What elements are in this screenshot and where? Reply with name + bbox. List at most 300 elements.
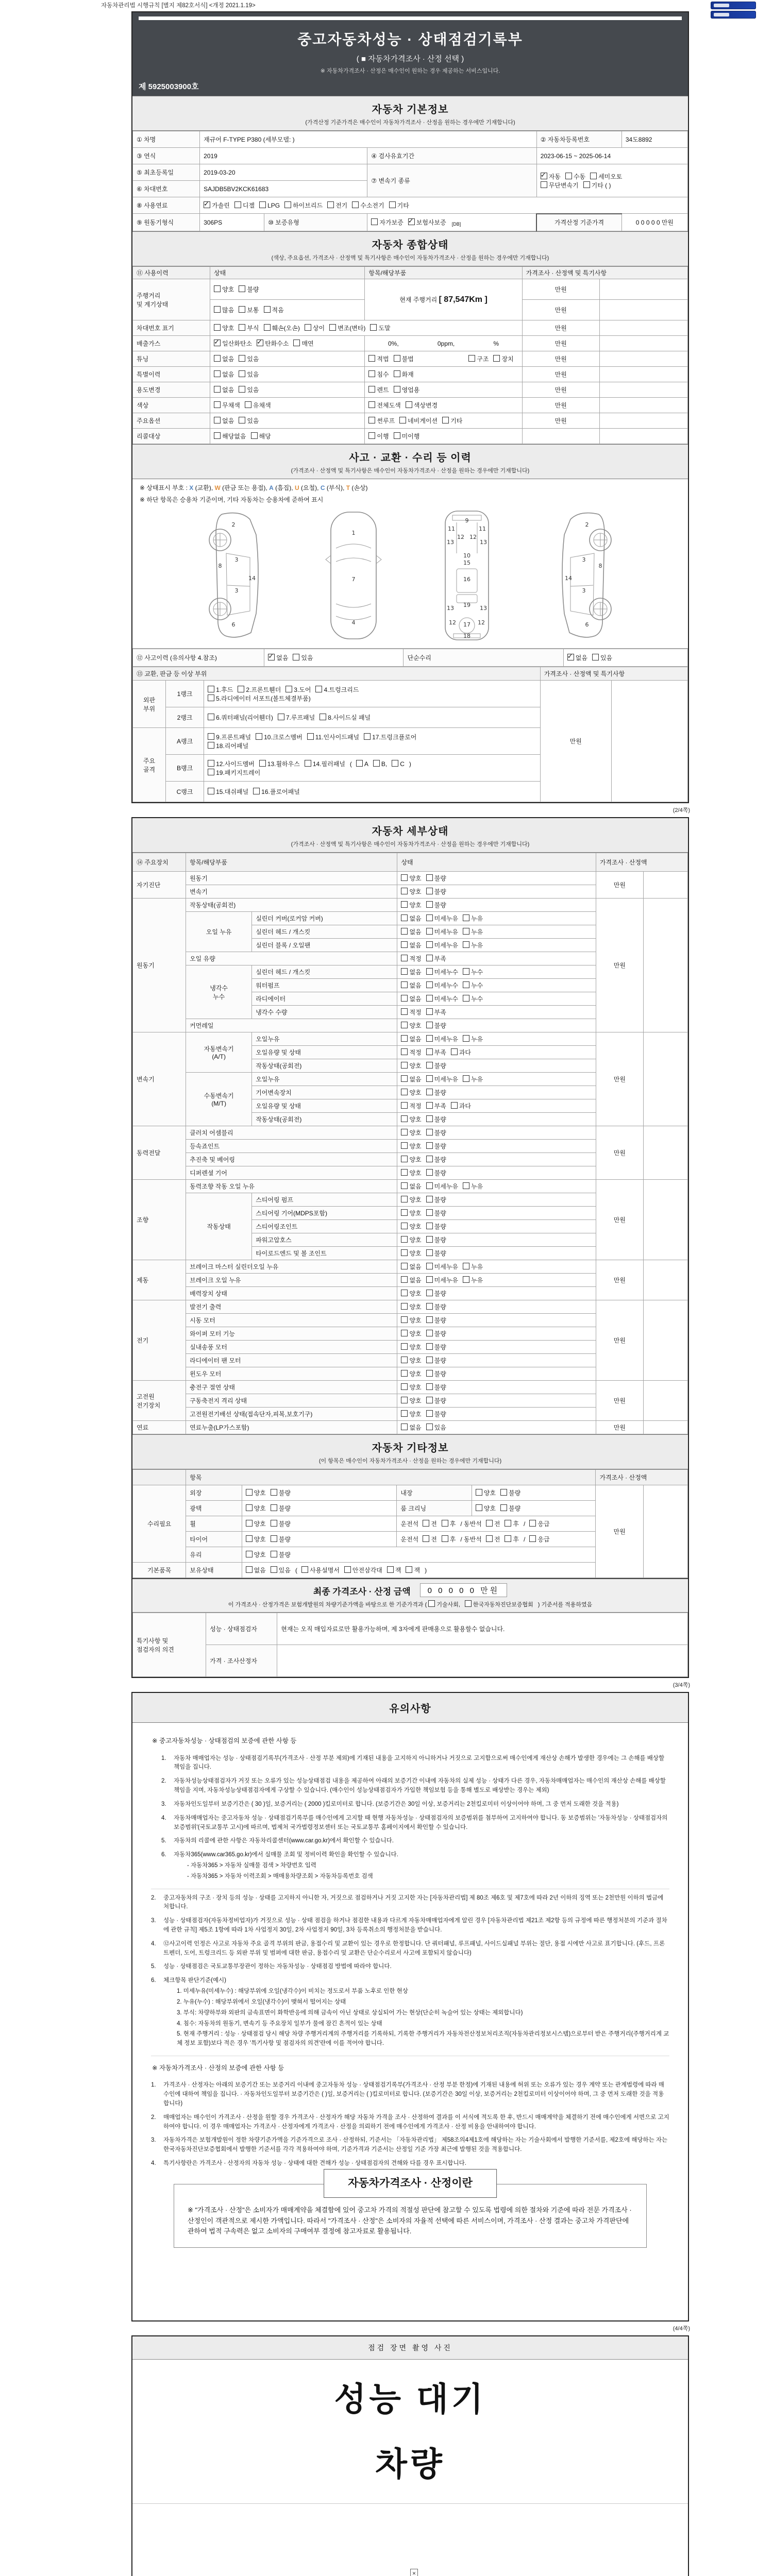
checkbox-icon[interactable] bbox=[293, 340, 300, 346]
checkbox-icon[interactable] bbox=[451, 1048, 458, 1055]
checkbox-icon[interactable] bbox=[246, 1566, 253, 1573]
checkbox-icon[interactable] bbox=[592, 654, 599, 660]
checkbox-icon[interactable] bbox=[486, 1535, 493, 1542]
checkbox-option[interactable]: 기타 bbox=[389, 201, 409, 210]
checkbox-icon[interactable] bbox=[476, 1489, 482, 1496]
checkbox-option[interactable]: 불량 bbox=[426, 1302, 446, 1311]
checkbox-icon[interactable] bbox=[214, 417, 221, 423]
checkbox-icon[interactable] bbox=[426, 955, 433, 961]
checkbox-icon[interactable] bbox=[246, 1535, 253, 1542]
checkbox-option[interactable]: 매연 bbox=[293, 339, 313, 348]
checkbox-option[interactable]: 양호 bbox=[401, 1209, 421, 1217]
checkbox-option[interactable]: 양호 bbox=[401, 1128, 421, 1137]
checkbox-icon[interactable] bbox=[406, 401, 412, 408]
checkbox-icon[interactable] bbox=[401, 1196, 408, 1202]
checkbox-option[interactable]: 전 bbox=[486, 1535, 500, 1544]
checkbox-icon[interactable] bbox=[401, 1410, 408, 1417]
checkbox-option[interactable]: 양호 bbox=[246, 1535, 266, 1544]
checkbox-option[interactable]: 사용설명서 bbox=[301, 1566, 340, 1574]
checkbox-option[interactable]: 잭 bbox=[406, 1566, 420, 1574]
checkbox-option[interactable]: 영업용 bbox=[394, 385, 420, 394]
checkbox-option[interactable]: 7.루프패널 bbox=[278, 713, 315, 722]
checkbox-icon[interactable] bbox=[214, 432, 221, 439]
checkbox-option[interactable]: 누수 bbox=[463, 968, 483, 976]
checkbox-option[interactable]: 후 bbox=[505, 1535, 519, 1544]
checkbox-option[interactable]: 하이브리드 bbox=[284, 201, 323, 210]
checkbox-icon[interactable] bbox=[271, 1520, 277, 1527]
checkbox-icon[interactable] bbox=[214, 324, 221, 331]
checkbox-option[interactable]: B, bbox=[373, 760, 387, 768]
checkbox-icon[interactable] bbox=[239, 355, 245, 362]
checkbox-icon[interactable] bbox=[246, 1489, 253, 1496]
checkbox-icon[interactable] bbox=[271, 1535, 277, 1542]
checkbox-icon[interactable] bbox=[442, 1535, 448, 1542]
checkbox-icon[interactable] bbox=[284, 201, 291, 208]
checked-checkbox-icon[interactable] bbox=[541, 173, 547, 179]
checked-checkbox-icon[interactable] bbox=[204, 201, 210, 208]
checkbox-option[interactable]: 불량 bbox=[426, 1343, 446, 1351]
checkbox-option[interactable]: 18.리어패널 bbox=[208, 741, 248, 750]
checkbox-option[interactable]: 누유 bbox=[463, 1262, 483, 1271]
checkbox-option[interactable]: LPG bbox=[259, 201, 280, 209]
checkbox-option[interactable]: 없음 bbox=[401, 1075, 421, 1083]
checkbox-option[interactable]: 디젤 bbox=[234, 201, 255, 210]
checkbox-option[interactable]: 불량 bbox=[426, 1249, 446, 1258]
checkbox-option[interactable]: 침수 bbox=[368, 370, 389, 379]
checkbox-icon[interactable] bbox=[344, 1566, 351, 1573]
checkbox-icon[interactable] bbox=[401, 1075, 408, 1082]
checkbox-option[interactable]: 세미오토 bbox=[590, 172, 622, 181]
checkbox-option[interactable]: 양호 bbox=[401, 1356, 421, 1365]
checkbox-option[interactable]: 적정 bbox=[401, 1008, 421, 1016]
checkbox-option[interactable]: 불량 bbox=[426, 1021, 446, 1030]
checkbox-option[interactable]: 불량 bbox=[239, 285, 259, 294]
checkbox-option[interactable]: 응급 bbox=[529, 1519, 549, 1528]
checkbox-option[interactable]: 6.쿼터패널(리어휀더) bbox=[208, 713, 273, 722]
checkbox-option[interactable]: 11.인사이드패널 bbox=[307, 733, 359, 741]
checkbox-icon[interactable] bbox=[463, 968, 469, 975]
checkbox-icon[interactable] bbox=[463, 995, 469, 1002]
checkbox-icon[interactable] bbox=[401, 1330, 408, 1336]
checkbox-icon[interactable] bbox=[401, 1182, 408, 1189]
checkbox-option[interactable]: 불량 bbox=[426, 901, 446, 909]
checkbox-icon[interactable] bbox=[426, 1316, 433, 1323]
checkbox-option[interactable]: 불량 bbox=[500, 1488, 520, 1497]
checkbox-option[interactable]: 미세누수 bbox=[426, 981, 458, 990]
checkbox-icon[interactable] bbox=[442, 417, 449, 423]
checkbox-icon[interactable] bbox=[264, 324, 271, 331]
checkbox-icon[interactable] bbox=[394, 386, 400, 393]
checkbox-icon[interactable] bbox=[208, 769, 214, 775]
checkbox-icon[interactable] bbox=[307, 733, 314, 740]
checkbox-icon[interactable] bbox=[493, 355, 500, 362]
checkbox-option[interactable]: 3.도어 bbox=[285, 685, 311, 694]
checkbox-option[interactable]: 적법 bbox=[368, 354, 389, 363]
checkbox-option[interactable]: ✓ 탄화수소 bbox=[257, 339, 289, 348]
checkbox-icon[interactable] bbox=[426, 968, 433, 975]
checkbox-option[interactable]: 불량 bbox=[426, 1142, 446, 1150]
checkbox-option[interactable]: 19.패키지트레이 bbox=[208, 768, 260, 777]
checkbox-option[interactable]: 구조 bbox=[468, 354, 489, 363]
checkbox-option[interactable]: 미세누유 bbox=[426, 1182, 458, 1191]
checkbox-icon[interactable] bbox=[476, 1504, 482, 1511]
checkbox-icon[interactable] bbox=[401, 874, 408, 881]
checkbox-option[interactable]: 불량 bbox=[271, 1550, 291, 1559]
checkbox-icon[interactable] bbox=[329, 324, 336, 331]
checkbox-option[interactable]: 없음 bbox=[401, 914, 421, 923]
checkbox-icon[interactable] bbox=[401, 1397, 408, 1403]
checkbox-icon[interactable] bbox=[401, 1276, 408, 1283]
checked-checkbox-icon[interactable] bbox=[214, 340, 221, 346]
checked-checkbox-icon[interactable] bbox=[257, 340, 263, 346]
checkbox-option[interactable]: 1.후드 bbox=[208, 685, 233, 694]
checkbox-option[interactable]: 보통 bbox=[239, 306, 259, 314]
checkbox-icon[interactable] bbox=[426, 1156, 433, 1162]
checkbox-option[interactable]: 양호 bbox=[401, 1302, 421, 1311]
checkbox-option[interactable]: 누수 bbox=[463, 994, 483, 1003]
checkbox-option[interactable]: 8.사이드실 패널 bbox=[320, 713, 371, 722]
checkbox-option[interactable]: 이행 bbox=[368, 432, 389, 440]
checkbox-icon[interactable] bbox=[208, 694, 214, 701]
checkbox-option[interactable]: 양호 bbox=[401, 1316, 421, 1325]
checkbox-option[interactable]: 양호 bbox=[476, 1488, 496, 1497]
checkbox-option[interactable]: 후 bbox=[442, 1519, 456, 1528]
checkbox-option[interactable]: 불량 bbox=[426, 1316, 446, 1325]
checkbox-icon[interactable] bbox=[426, 1182, 433, 1189]
checkbox-option[interactable]: 불량 bbox=[426, 1410, 446, 1418]
checkbox-option[interactable]: 15.대쉬패널 bbox=[208, 787, 248, 796]
checkbox-icon[interactable] bbox=[259, 201, 266, 208]
checkbox-icon[interactable] bbox=[463, 1276, 469, 1283]
checkbox-option[interactable]: 양호 bbox=[401, 1410, 421, 1418]
checkbox-option[interactable]: 렌트 bbox=[368, 385, 389, 394]
checkbox-icon[interactable] bbox=[401, 1249, 408, 1256]
checkbox-icon[interactable] bbox=[426, 995, 433, 1002]
checkbox-icon[interactable] bbox=[251, 432, 258, 439]
checkbox-icon[interactable] bbox=[401, 914, 408, 921]
checkbox-icon[interactable] bbox=[245, 401, 251, 408]
checkbox-option[interactable]: 적정 bbox=[401, 954, 421, 963]
checkbox-icon[interactable] bbox=[426, 1397, 433, 1403]
checkbox-icon[interactable] bbox=[293, 654, 299, 660]
checkbox-option[interactable]: 양호 bbox=[401, 1396, 421, 1405]
checkbox-icon[interactable] bbox=[214, 386, 221, 393]
checkbox-option[interactable]: 적정 bbox=[401, 1048, 421, 1057]
checkbox-icon[interactable] bbox=[401, 1316, 408, 1323]
checkbox-option[interactable]: 색상변경 bbox=[406, 401, 438, 410]
checkbox-option[interactable]: 불량 bbox=[426, 1128, 446, 1137]
checkbox-option[interactable]: 부족 bbox=[426, 1101, 446, 1110]
checkbox-icon[interactable] bbox=[264, 306, 271, 313]
checkbox-icon[interactable] bbox=[401, 1008, 408, 1015]
checkbox-option[interactable]: 잭 bbox=[387, 1566, 401, 1574]
checkbox-option[interactable]: 양호 bbox=[401, 1088, 421, 1097]
checkbox-option[interactable]: 미세누유 bbox=[426, 941, 458, 950]
checkbox-option[interactable]: 양호 bbox=[401, 1329, 421, 1338]
checkbox-icon[interactable] bbox=[423, 1520, 429, 1527]
checkbox-option[interactable]: 전기 bbox=[327, 201, 347, 210]
checkbox-option[interactable]: 기타 ( ) bbox=[583, 181, 611, 190]
checkbox-icon[interactable] bbox=[426, 1290, 433, 1296]
checkbox-option[interactable]: 무단변속기 bbox=[541, 181, 579, 190]
checkbox-icon[interactable] bbox=[426, 1008, 433, 1015]
checkbox-icon[interactable] bbox=[401, 1102, 408, 1109]
checkbox-option[interactable]: 많음 bbox=[214, 306, 234, 314]
checkbox-option[interactable]: 10.크로스멤버 bbox=[256, 733, 303, 741]
checkbox-icon[interactable] bbox=[428, 1600, 435, 1607]
checkbox-icon[interactable] bbox=[214, 370, 221, 377]
checkbox-icon[interactable] bbox=[401, 1022, 408, 1028]
checkbox-option[interactable]: 없음 bbox=[401, 1035, 421, 1043]
checkbox-option[interactable]: 12.사이드멤버 bbox=[208, 759, 255, 768]
checkbox-option[interactable]: 미이행 bbox=[394, 432, 420, 440]
checkbox-icon[interactable] bbox=[401, 1357, 408, 1363]
checkbox-option[interactable]: 없음 bbox=[401, 1423, 421, 1432]
checkbox-icon[interactable] bbox=[271, 1566, 277, 1573]
checkbox-option[interactable]: 후 bbox=[505, 1519, 519, 1528]
checkbox-icon[interactable] bbox=[253, 788, 260, 794]
checkbox-icon[interactable] bbox=[401, 1129, 408, 1136]
checkbox-option[interactable]: 불량 bbox=[271, 1535, 291, 1544]
checkbox-icon[interactable] bbox=[401, 1062, 408, 1069]
checkbox-option[interactable]: 불량 bbox=[426, 1383, 446, 1392]
checkbox-option[interactable]: 불량 bbox=[426, 874, 446, 883]
checkbox-option[interactable]: 5.라디에이터 서포트(볼트체결부품) bbox=[208, 694, 311, 703]
checkbox-icon[interactable] bbox=[278, 714, 284, 720]
checkbox-option[interactable]: 없음 bbox=[401, 927, 421, 936]
checkbox-icon[interactable] bbox=[364, 733, 371, 740]
checkbox-option[interactable]: 양호 bbox=[246, 1519, 266, 1528]
checkbox-icon[interactable] bbox=[368, 370, 375, 377]
checkbox-icon[interactable] bbox=[271, 1489, 277, 1496]
checkbox-option[interactable]: 양호 bbox=[401, 1249, 421, 1258]
checkbox-icon[interactable] bbox=[541, 181, 547, 188]
checkbox-option[interactable]: 불량 bbox=[426, 1168, 446, 1177]
checkbox-option[interactable]: 불량 bbox=[426, 1235, 446, 1244]
checkbox-icon[interactable] bbox=[583, 181, 590, 188]
checkbox-option[interactable]: 누유 bbox=[463, 914, 483, 923]
checkbox-icon[interactable] bbox=[426, 981, 433, 988]
checkbox-icon[interactable] bbox=[426, 1410, 433, 1417]
checkbox-icon[interactable] bbox=[246, 1551, 253, 1557]
checkbox-option[interactable]: 화재 bbox=[394, 370, 414, 379]
checkbox-icon[interactable] bbox=[401, 928, 408, 935]
checkbox-option[interactable]: 불량 bbox=[426, 1369, 446, 1378]
checkbox-option[interactable]: 불량 bbox=[426, 1061, 446, 1070]
checkbox-icon[interactable] bbox=[463, 981, 469, 988]
checkbox-icon[interactable] bbox=[426, 914, 433, 921]
checkbox-icon[interactable] bbox=[368, 401, 375, 408]
checkbox-icon[interactable] bbox=[401, 1089, 408, 1095]
checkbox-icon[interactable] bbox=[208, 788, 214, 794]
checkbox-option[interactable]: 없음 bbox=[214, 354, 234, 363]
checkbox-icon[interactable] bbox=[468, 355, 475, 362]
checkbox-icon[interactable] bbox=[426, 1383, 433, 1390]
checkbox-option[interactable]: 4.트렁크리드 bbox=[315, 685, 359, 694]
checkbox-option[interactable]: 양호 bbox=[401, 1021, 421, 1030]
checkbox-option[interactable]: 양호 bbox=[401, 1369, 421, 1378]
checkbox-option[interactable]: 전 bbox=[423, 1519, 437, 1528]
checkbox-icon[interactable] bbox=[463, 928, 469, 935]
checkbox-option[interactable]: 누수 bbox=[463, 981, 483, 990]
checkbox-icon[interactable] bbox=[356, 760, 363, 767]
checkbox-icon[interactable] bbox=[371, 218, 378, 225]
checkbox-option[interactable]: 적음 bbox=[264, 306, 284, 314]
checkbox-icon[interactable] bbox=[463, 914, 469, 921]
checkbox-option[interactable]: 무채색 bbox=[214, 401, 240, 410]
checkbox-icon[interactable] bbox=[426, 888, 433, 894]
checkbox-icon[interactable] bbox=[426, 1196, 433, 1202]
checkbox-icon[interactable] bbox=[401, 1290, 408, 1296]
checkbox-option[interactable]: C bbox=[392, 760, 405, 768]
checkbox-icon[interactable] bbox=[500, 1504, 507, 1511]
checkbox-option[interactable]: 양호 bbox=[401, 1115, 421, 1124]
checkbox-icon[interactable] bbox=[208, 686, 214, 692]
checkbox-option[interactable]: 양호 bbox=[401, 1142, 421, 1150]
checkbox-option[interactable]: 불량 bbox=[271, 1488, 291, 1497]
checkbox-option[interactable]: 미세누유 bbox=[426, 1262, 458, 1271]
checkbox-icon[interactable] bbox=[368, 417, 375, 423]
checkbox-icon[interactable] bbox=[426, 1062, 433, 1069]
checkbox-option[interactable]: 누유 bbox=[463, 941, 483, 950]
checkbox-option[interactable]: 누유 bbox=[463, 1182, 483, 1191]
checkbox-icon[interactable] bbox=[401, 1423, 408, 1430]
checkbox-icon[interactable] bbox=[463, 941, 469, 948]
checkbox-option[interactable]: 양호 bbox=[401, 887, 421, 896]
checkbox-option[interactable]: 없음 bbox=[401, 1262, 421, 1271]
checkbox-option[interactable]: 없음 bbox=[214, 385, 234, 394]
checkbox-icon[interactable] bbox=[401, 1048, 408, 1055]
checkbox-option[interactable]: 불법 bbox=[394, 354, 414, 363]
checkbox-option[interactable]: 있음 bbox=[293, 653, 313, 662]
checkbox-icon[interactable] bbox=[394, 355, 400, 362]
checkbox-icon[interactable] bbox=[406, 1566, 412, 1573]
checkbox-icon[interactable] bbox=[239, 285, 245, 292]
checkbox-icon[interactable] bbox=[505, 1535, 511, 1542]
checkbox-icon[interactable] bbox=[394, 370, 400, 377]
checkbox-option[interactable]: 과다 bbox=[451, 1101, 471, 1110]
checkbox-icon[interactable] bbox=[401, 1169, 408, 1176]
checkbox-option[interactable]: 양호 bbox=[401, 901, 421, 909]
checkbox-icon[interactable] bbox=[305, 324, 311, 331]
checkbox-icon[interactable] bbox=[426, 1142, 433, 1149]
checkbox-icon[interactable] bbox=[401, 1035, 408, 1042]
checkbox-option[interactable]: 장치 bbox=[493, 354, 513, 363]
checkbox-icon[interactable] bbox=[246, 1504, 253, 1511]
checkbox-option[interactable]: 없음 bbox=[401, 968, 421, 976]
checkbox-option[interactable]: ✓ 가솔린 bbox=[204, 201, 230, 210]
checkbox-icon[interactable] bbox=[239, 306, 245, 313]
checkbox-option[interactable]: 있음 bbox=[239, 416, 259, 425]
checkbox-icon[interactable] bbox=[208, 733, 214, 740]
checkbox-icon[interactable] bbox=[426, 1035, 433, 1042]
checkbox-icon[interactable] bbox=[401, 1263, 408, 1269]
checkbox-icon[interactable] bbox=[401, 941, 408, 948]
checkbox-icon[interactable] bbox=[426, 1249, 433, 1256]
checkbox-option[interactable]: ✓자동 bbox=[541, 172, 561, 181]
checkbox-icon[interactable] bbox=[401, 1343, 408, 1350]
checkbox-icon[interactable] bbox=[565, 173, 572, 179]
checkbox-option[interactable]: 불량 bbox=[500, 1504, 520, 1513]
checkbox-option[interactable]: A bbox=[356, 760, 368, 768]
checkbox-option[interactable]: 후 bbox=[442, 1535, 456, 1544]
checkbox-icon[interactable] bbox=[486, 1520, 493, 1527]
checkbox-option[interactable]: 양호 bbox=[246, 1504, 266, 1513]
checkbox-option[interactable]: 누유 bbox=[463, 1276, 483, 1284]
checkbox-icon[interactable] bbox=[465, 1600, 472, 1607]
checkbox-icon[interactable] bbox=[301, 1566, 308, 1573]
checkbox-icon[interactable] bbox=[256, 733, 262, 740]
checkbox-option[interactable]: 자가보증 bbox=[371, 218, 403, 227]
checkbox-option[interactable]: 없음 bbox=[214, 370, 234, 379]
checkbox-icon[interactable] bbox=[368, 432, 375, 439]
checkbox-icon[interactable] bbox=[401, 1236, 408, 1243]
checkbox-option[interactable]: 미세누유 bbox=[426, 1276, 458, 1284]
checkbox-option[interactable]: 양호 bbox=[401, 1343, 421, 1351]
checkbox-option[interactable]: 부족 bbox=[426, 1048, 446, 1057]
checkbox-icon[interactable] bbox=[451, 1102, 458, 1109]
checkbox-option[interactable]: ✓ 없음 bbox=[268, 653, 288, 662]
checkbox-option[interactable]: 해당없음 bbox=[214, 432, 246, 440]
checkbox-option[interactable]: 썬루프 bbox=[368, 416, 395, 425]
checkbox-option[interactable]: 네비게이션 bbox=[399, 416, 438, 425]
checkbox-option[interactable]: 부족 bbox=[426, 954, 446, 963]
checkbox-icon[interactable] bbox=[401, 1383, 408, 1390]
checkbox-option[interactable]: 해당 bbox=[251, 432, 271, 440]
checkbox-icon[interactable] bbox=[394, 432, 400, 439]
checkbox-icon[interactable] bbox=[590, 173, 597, 179]
checkbox-icon[interactable] bbox=[315, 686, 322, 692]
checkbox-icon[interactable] bbox=[426, 928, 433, 935]
checkbox-option[interactable]: 수동 bbox=[565, 172, 585, 181]
checkbox-icon[interactable] bbox=[368, 386, 375, 393]
checkbox-option[interactable]: 불량 bbox=[426, 1209, 446, 1217]
checkbox-option[interactable]: 양호 bbox=[214, 285, 234, 294]
checkbox-icon[interactable] bbox=[401, 1223, 408, 1229]
checkbox-option[interactable]: 미세누유 bbox=[426, 1075, 458, 1083]
checkbox-icon[interactable] bbox=[426, 1169, 433, 1176]
checkbox-icon[interactable] bbox=[426, 1357, 433, 1363]
checkbox-option[interactable]: 17.트렁크플로어 bbox=[364, 733, 416, 741]
checkbox-option[interactable]: 미세누수 bbox=[426, 968, 458, 976]
checkbox-icon[interactable] bbox=[426, 1209, 433, 1216]
checkbox-icon[interactable] bbox=[214, 306, 221, 313]
checkbox-icon[interactable] bbox=[426, 941, 433, 948]
checkbox-icon[interactable] bbox=[399, 417, 406, 423]
checkbox-icon[interactable] bbox=[320, 714, 326, 720]
checkbox-icon[interactable] bbox=[208, 714, 214, 720]
checkbox-icon[interactable] bbox=[387, 1566, 394, 1573]
checkbox-icon[interactable] bbox=[401, 1115, 408, 1122]
checkbox-option[interactable]: 양호 bbox=[246, 1488, 266, 1497]
checkbox-option[interactable]: 불량 bbox=[426, 1222, 446, 1231]
checkbox-option[interactable]: 안전삼각대 bbox=[344, 1566, 382, 1574]
checkbox-option[interactable]: 수소전기 bbox=[352, 201, 384, 210]
checkbox-icon[interactable] bbox=[401, 981, 408, 988]
checkbox-icon[interactable] bbox=[426, 1370, 433, 1377]
checkbox-option[interactable]: 양호 bbox=[401, 874, 421, 883]
checkbox-option[interactable]: 있음 bbox=[426, 1423, 446, 1432]
checkbox-icon[interactable] bbox=[463, 1035, 469, 1042]
checkbox-option[interactable]: 없음 bbox=[401, 941, 421, 950]
checkbox-icon[interactable] bbox=[529, 1520, 536, 1527]
checkbox-option[interactable]: 불량 bbox=[426, 1329, 446, 1338]
checkbox-option[interactable]: 적정 bbox=[401, 1101, 421, 1110]
checkbox-icon[interactable] bbox=[426, 1423, 433, 1430]
checkbox-option[interactable]: 전 bbox=[423, 1535, 437, 1544]
checkbox-option[interactable]: 없음 bbox=[401, 981, 421, 990]
checkbox-option[interactable]: 16.플로어패널 bbox=[253, 787, 300, 796]
